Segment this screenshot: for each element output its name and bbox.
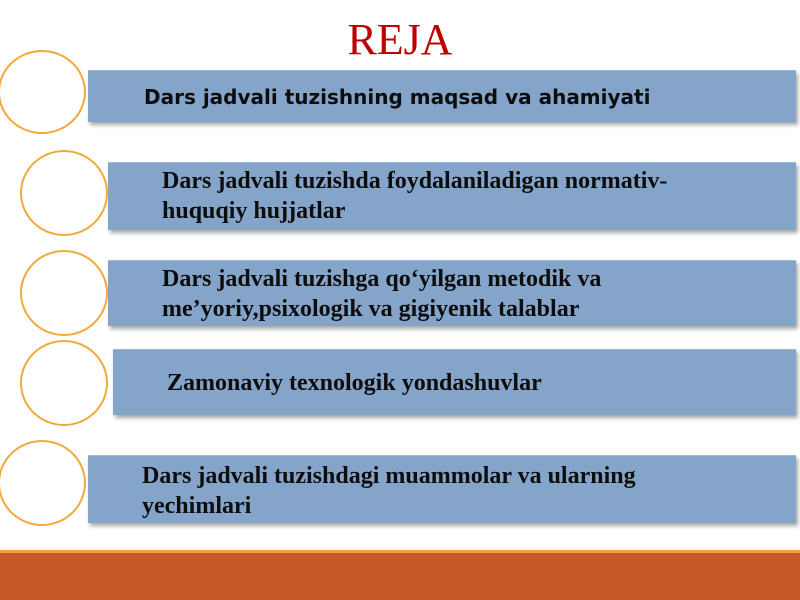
agenda-item-3-line2: me’yoriy,psixologik va gigiyenik talablar [162, 296, 580, 322]
agenda-item-2-line2: huquqiy hujjatlar [162, 198, 346, 224]
agenda-item-5-line2: yechimlari [142, 493, 252, 519]
agenda-item-2-line1: Dars jadvali tuzishda foydalaniladigan normativ- [162, 168, 668, 194]
agenda-circle-5 [0, 440, 86, 526]
agenda-item-1-text: Dars jadvali tuzishning maqsad va ahamiyati [144, 85, 651, 109]
agenda-circle-1 [0, 50, 86, 134]
agenda-bar-2 [108, 162, 796, 230]
agenda-bar-1 [88, 70, 796, 122]
slide-title: REJA [347, 15, 453, 64]
agenda-circle-2 [20, 150, 108, 236]
agenda-circle-3 [20, 250, 108, 336]
agenda-item-4-text: Zamonaviy texnologik yondashuvlar [167, 370, 542, 396]
agenda-bar-4 [113, 349, 796, 415]
agenda-item-3-line1: Dars jadvali tuzishga qo‘yilgan metodik va [162, 266, 602, 292]
footer-band [0, 553, 800, 600]
agenda-item-5-line1: Dars jadvali tuzishdagi muammolar va ularning [142, 463, 636, 489]
agenda-bar-5 [88, 455, 796, 523]
agenda-circle-4 [20, 340, 108, 426]
agenda-bar-3 [108, 260, 796, 326]
